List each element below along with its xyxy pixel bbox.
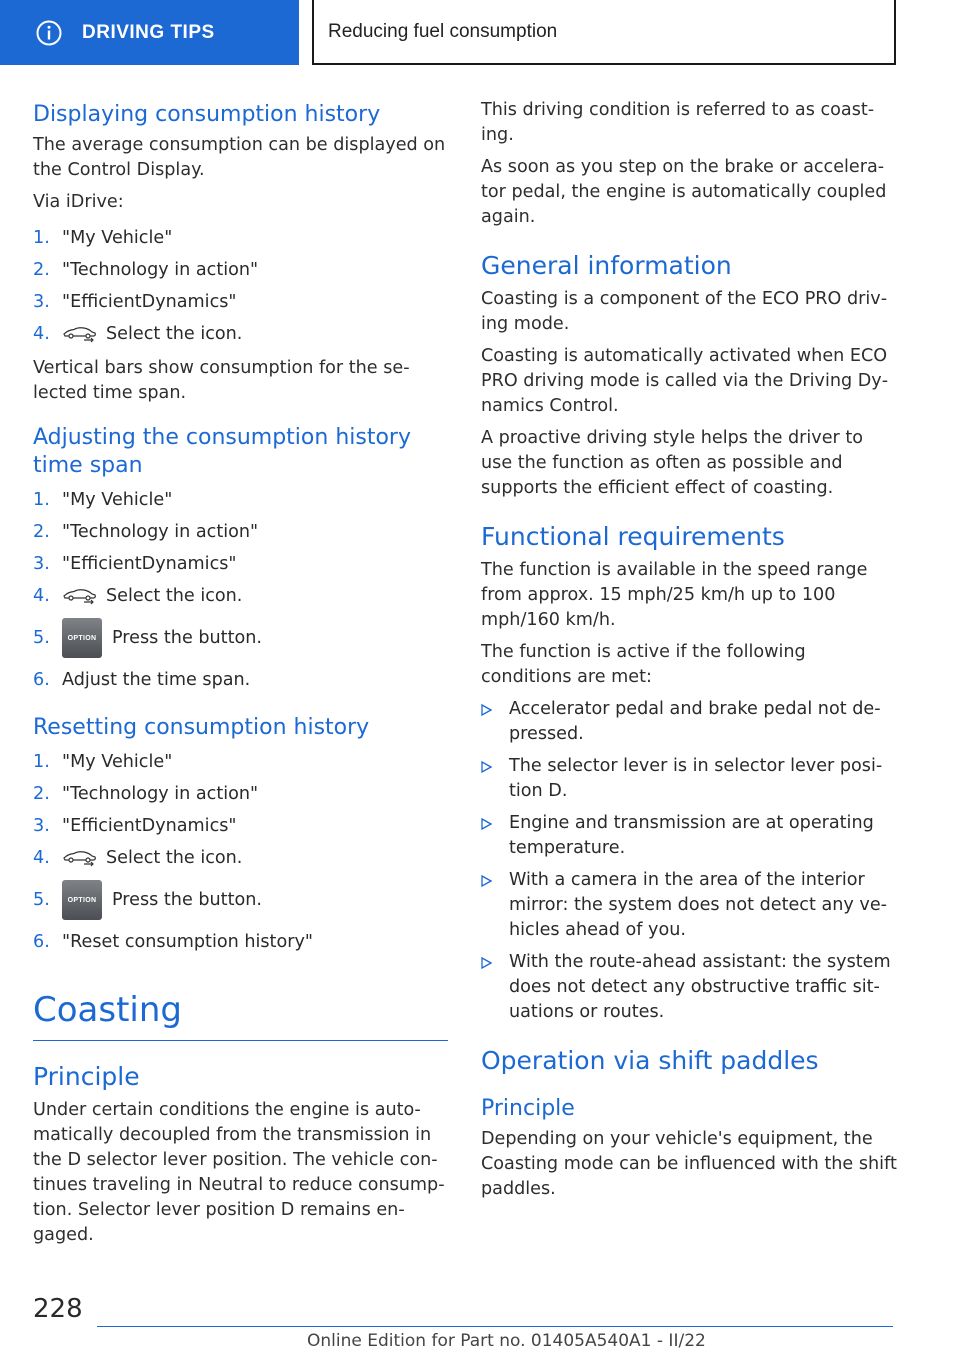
step-number: 5. — [33, 627, 50, 648]
step-text: "EfficientDynamics" — [62, 815, 237, 836]
list-item — [33, 222, 448, 254]
displaying-note: Vertical bars show consumption for the selected time span. — [33, 358, 410, 403]
step-text: "Reset consumption history" — [62, 931, 313, 952]
shift-paddles-text: Depending on your vehicle's equipment, the Coasting mode can be influenced with the shift paddles. — [481, 1129, 897, 1199]
list-item — [33, 664, 448, 696]
list-item — [481, 754, 899, 804]
option-button-icon: OPTION — [62, 880, 102, 920]
step-number: 4. — [33, 847, 50, 868]
bullet-text: Engine and transmission are at operating temperature. — [509, 813, 874, 858]
triangle-bullet-icon — [481, 950, 509, 1025]
bullet-text: With a camera in the area of the interior mirror: the system does not detect any vehicles ahead of you. — [509, 870, 888, 940]
coasting-intro-1: This driving condition is referred to as coasting. — [481, 100, 875, 145]
chapter-title: Reducing fuel consumption — [328, 20, 558, 42]
requirements-list — [481, 697, 899, 1025]
functional-p2: The function is active if the following conditions are met: — [481, 642, 806, 687]
list-item — [33, 580, 448, 612]
step-number: 1. — [33, 489, 50, 510]
list-item — [33, 842, 448, 874]
displaying-heading: Displaying consumption history — [33, 102, 381, 127]
list-item — [33, 926, 448, 958]
step-text: Select the icon. — [106, 847, 243, 868]
page-number: 228 — [33, 1294, 83, 1324]
resetting-heading: Resetting consumption history — [33, 715, 370, 740]
step-text: Adjust the time span. — [62, 669, 251, 690]
list-item — [33, 874, 448, 926]
step-text: "My Vehicle" — [62, 751, 173, 772]
functional-req-heading: Functional requirements — [481, 522, 785, 551]
list-item — [33, 318, 448, 350]
triangle-bullet-icon — [481, 697, 509, 747]
triangle-bullet-icon — [481, 754, 509, 804]
coasting-heading: Coasting — [33, 988, 448, 1041]
shift-paddles-principle-heading: Principle — [481, 1096, 575, 1121]
car-consumption-icon — [62, 849, 98, 867]
list-item — [33, 746, 448, 778]
footer-divider — [97, 1326, 893, 1327]
via-idrive: Via iDrive: — [33, 192, 124, 212]
bullet-text: With the route-ahead assistant: the system does not detect any obstructive traffic situations or routes. — [509, 952, 891, 1022]
edition-text: Online Edition for Part no. 01405A540A1 - II/22 — [307, 1331, 706, 1351]
coasting-intro-2: As soon as you step on the brake or accelerator pedal, the engine is automatically coupled again. — [481, 157, 887, 227]
info-icon — [36, 20, 62, 46]
displaying-steps — [33, 222, 448, 350]
list-item — [481, 950, 899, 1025]
step-number: 2. — [33, 521, 50, 542]
step-number: 3. — [33, 291, 50, 312]
step-number: 3. — [33, 815, 50, 836]
list-item — [33, 548, 448, 580]
step-text: "My Vehicle" — [62, 489, 173, 510]
car-consumption-icon — [62, 325, 98, 343]
general-p1: Coasting is a component of the ECO PRO driving mode. — [481, 289, 888, 334]
adjusting-heading: Adjusting the consumption history time span — [33, 425, 411, 478]
list-item — [481, 811, 899, 861]
adjusting-steps — [33, 484, 448, 696]
section-tab — [0, 0, 299, 65]
step-text: "EfficientDynamics" — [62, 553, 237, 574]
chapter-header — [312, 0, 896, 65]
step-text: "Technology in action" — [62, 521, 259, 542]
step-number: 2. — [33, 259, 50, 280]
option-button-icon: OPTION — [62, 618, 102, 658]
triangle-bullet-icon — [481, 868, 509, 943]
section-label: DRIVING TIPS — [82, 21, 215, 43]
bullet-text: The selector lever is in selector lever position D. — [509, 756, 883, 801]
list-item — [33, 516, 448, 548]
step-text: "Technology in action" — [62, 783, 259, 804]
left-column — [33, 98, 448, 1255]
step-number: 1. — [33, 227, 50, 248]
triangle-bullet-icon — [481, 811, 509, 861]
list-item — [481, 868, 899, 943]
list-item — [33, 286, 448, 318]
principle-heading: Principle — [33, 1062, 140, 1091]
step-text: Press the button. — [112, 889, 262, 910]
principle-text: Under certain conditions the engine is automatically decoupled from the transmission in the D selector lever position. The vehicle continues traveling in Neutral to reduce consumption. Selector lever position D remains engaged. — [33, 1100, 445, 1245]
displaying-intro: The average consumption can be displayed on the Control Display. — [33, 135, 446, 180]
step-text: Press the button. — [112, 627, 262, 648]
step-text: Select the icon. — [106, 585, 243, 606]
general-p3: A proactive driving style helps the driver to use the function as often as possible and supports the efficient effect of coasting. — [481, 428, 864, 498]
list-item — [481, 697, 899, 747]
general-info-heading: General information — [481, 251, 732, 280]
list-item — [33, 778, 448, 810]
step-number: 4. — [33, 585, 50, 606]
list-item — [33, 612, 448, 664]
functional-p1: The function is available in the speed range from approx. 15 mph/25 km/h up to 100 mph/160 km/h. — [481, 560, 868, 630]
step-number: 1. — [33, 751, 50, 772]
general-p2: Coasting is automatically activated when ECO PRO driving mode is called via the Driving Dynamics Control. — [481, 346, 889, 416]
step-text: Select the icon. — [106, 323, 243, 344]
step-number: 3. — [33, 553, 50, 574]
list-item — [33, 484, 448, 516]
step-text: "My Vehicle" — [62, 227, 173, 248]
right-column — [481, 98, 899, 1209]
step-text: "EfficientDynamics" — [62, 291, 237, 312]
bullet-text: Accelerator pedal and brake pedal not depressed. — [509, 699, 881, 744]
step-number: 6. — [33, 669, 50, 690]
step-number: 6. — [33, 931, 50, 952]
shift-paddles-heading: Operation via shift paddles — [481, 1046, 819, 1075]
step-number: 5. — [33, 889, 50, 910]
resetting-steps — [33, 746, 448, 958]
step-text: "Technology in action" — [62, 259, 259, 280]
list-item — [33, 254, 448, 286]
step-number: 4. — [33, 323, 50, 344]
step-number: 2. — [33, 783, 50, 804]
car-consumption-icon — [62, 587, 98, 605]
list-item — [33, 810, 448, 842]
